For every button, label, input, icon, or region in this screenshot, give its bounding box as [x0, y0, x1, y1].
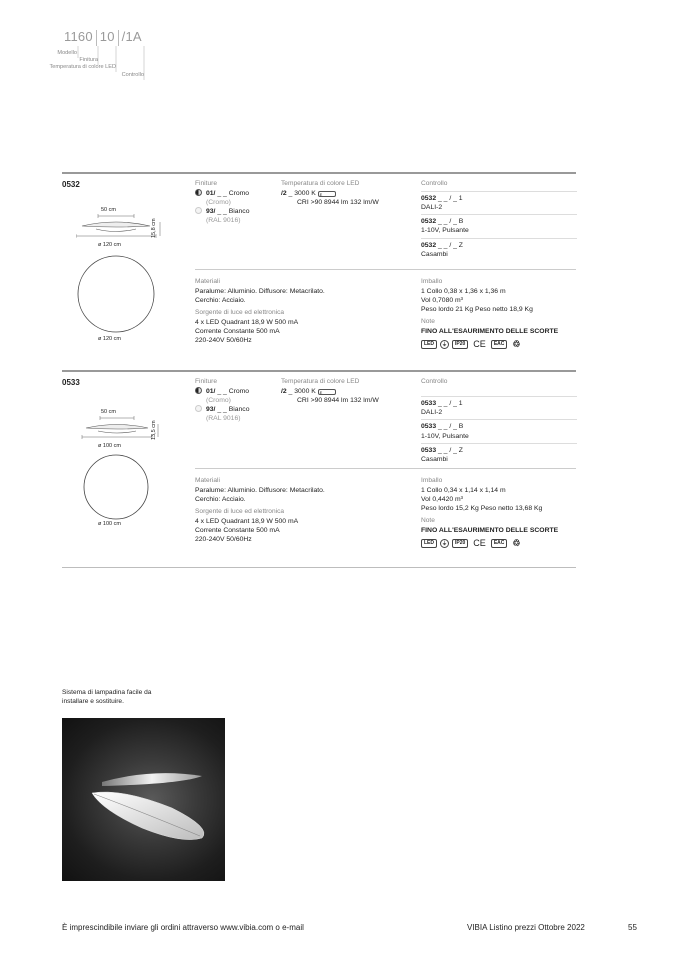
finish-name: Bianco	[228, 406, 250, 414]
control-suffix: _ _ / _ Z	[438, 241, 463, 249]
packaging-line: Vol 0,7080 m³	[421, 297, 463, 305]
ip20-cert-icon: IP20	[452, 539, 468, 548]
code-legend	[62, 29, 144, 46]
note-label: Note	[421, 517, 435, 525]
product-code: 0533	[62, 378, 80, 387]
control-desc: Casambi	[421, 250, 448, 258]
product-code: 0532	[62, 180, 80, 189]
certifications	[421, 340, 522, 349]
finish-name: Cromo	[228, 189, 250, 197]
finishes-block	[195, 180, 249, 226]
control-code: 0532	[421, 194, 437, 202]
finish-dash: _ _	[217, 189, 227, 197]
control-label: Controllo	[421, 378, 577, 397]
materials-line: Cerchio: Acciaio.	[195, 297, 246, 305]
finish-dash: _ _	[217, 406, 227, 414]
materials-label: Materiali	[195, 477, 220, 484]
white-swatch-icon	[195, 207, 202, 214]
footer-brand: VIBIA Listino prezzi Ottobre 2022	[467, 923, 585, 932]
packaging-line: 1 Collo 0,34 x 1,14 x 1,14 m	[421, 486, 506, 494]
note-label: Note	[421, 318, 435, 326]
control-code: 0532	[421, 241, 437, 249]
dim-diameter-top: ø 100 cm	[98, 521, 121, 527]
control-row	[421, 217, 577, 238]
control-label: Controllo	[421, 180, 577, 192]
control-suffix: _ _ / _ 1	[438, 194, 463, 202]
top-view-drawing	[82, 453, 150, 521]
finish-code: 01/	[206, 387, 216, 395]
materials-block	[195, 477, 325, 545]
dim-diameter-top: ø 120 cm	[98, 336, 121, 342]
source-line: 220-240V 50/60Hz	[195, 536, 252, 544]
led-code: /2	[281, 387, 287, 395]
eac-cert-icon: EAC	[491, 539, 508, 548]
control-row	[421, 241, 577, 261]
ip20-cert-icon: IP20	[452, 340, 468, 349]
control-code: 0533	[421, 400, 437, 407]
top-view-drawing	[76, 254, 156, 334]
control-block	[421, 378, 577, 468]
control-code: 0532	[421, 218, 437, 226]
product-divider	[62, 370, 576, 372]
control-row	[421, 446, 577, 466]
control-code: 0533	[421, 423, 437, 431]
footer-notice: È imprescindibile inviare gli ordini attraverso www.vibia.com o e-mail	[62, 923, 304, 932]
finish-sub: (Cromo)	[206, 397, 231, 405]
finish-code: 01/	[206, 189, 216, 197]
finish-name: Cromo	[228, 387, 250, 395]
led-temp: 3000 K	[294, 189, 316, 197]
finishes-label: Finiture	[195, 180, 217, 187]
legend-part-model: 1160	[64, 29, 93, 44]
source-line: Corrente Constante 500 mA	[195, 527, 280, 535]
finishes-label: Finiture	[195, 378, 217, 385]
finish-name: Bianco	[228, 208, 250, 216]
product-divider	[62, 172, 576, 174]
control-suffix: _ _ / _ B	[438, 218, 464, 226]
dim-height: 13,5 cm	[151, 420, 157, 440]
control-desc: DALI-2	[421, 409, 443, 417]
control-suffix: _ _ / _ B	[438, 423, 464, 431]
dim-diameter-side: ø 100 cm	[98, 443, 121, 449]
product-photo	[62, 718, 225, 881]
packaging-block	[421, 278, 558, 349]
materials-line: Paralume: Alluminio. Diffusore: Metacrilato.	[195, 486, 325, 494]
finish-dash: _ _	[217, 387, 227, 395]
control-desc: DALI-2	[421, 204, 443, 212]
led-temp: 3000 K	[294, 387, 316, 395]
lamp-illustration	[62, 718, 225, 881]
chrome-swatch-icon	[195, 387, 202, 394]
materials-label: Materiali	[195, 278, 220, 285]
dim-height: 15,8 cm	[151, 218, 157, 238]
control-code: 0533	[421, 446, 437, 454]
packaging-line: Peso lordo 15,2 Kg Peso netto 13,68 Kg	[421, 505, 543, 513]
led-label: Temperatura di colore LED	[281, 378, 360, 385]
legend-part-finish: 10	[99, 29, 115, 44]
finish-code: 93/	[206, 208, 216, 216]
certifications	[421, 539, 522, 548]
legend-label-model: Modello	[57, 50, 77, 56]
section-divider	[195, 468, 576, 469]
legend-label-finish: Finitura	[79, 57, 98, 63]
led-cert-icon: LED	[421, 340, 437, 349]
control-desc: 1-10V, Pulsante	[421, 227, 469, 235]
led-specs: CRI >90 8944 lm 132 lm/W	[297, 397, 379, 405]
materials-line: Cerchio: Acciaio.	[195, 496, 246, 504]
section-divider	[195, 269, 576, 270]
legend-label-led: Temperatura di colore LED	[49, 64, 116, 70]
led-label: Temperatura di colore LED	[281, 180, 360, 187]
chrome-swatch-icon	[195, 189, 202, 196]
control-desc: 1-10V, Pulsante	[421, 432, 469, 440]
source-line: 4 x LED Quadrant 18,9 W 500 mA	[195, 518, 299, 526]
photo-caption: Sistema di lampadina facile da installare e sostituire.	[62, 689, 152, 705]
source-line: 4 x LED Quadrant 18,9 W 500 mA	[195, 319, 299, 327]
recycle-icon: ♲	[512, 538, 521, 549]
control-suffix: _ _ / _ Z	[438, 446, 463, 454]
packaging-label: Imballo	[421, 278, 443, 285]
packaging-block	[421, 477, 558, 548]
ground-cert-icon: ⏚	[441, 541, 447, 548]
legend-part-led: /1A	[121, 29, 142, 44]
note-text: FINO ALL'ESAURIMENTO DELLE SCORTE	[421, 328, 559, 336]
packaging-line: Peso lordo 21 Kg Peso netto 18,9 Kg	[421, 306, 533, 314]
source-label: Sorgente di luce ed elettronica	[195, 309, 285, 317]
packaging-label: Imballo	[421, 477, 443, 484]
source-line: 220-240V 50/60Hz	[195, 337, 252, 345]
control-row	[421, 194, 577, 215]
finish-sub: (RAL 9016)	[206, 415, 241, 423]
packaging-line: Vol 0,4420 m³	[421, 496, 463, 504]
dim-diameter-side: ø 120 cm	[98, 242, 121, 248]
led-block: Temperatura di colore LED /2 _ 3000 K E CRI >90 8944 lm 132 lm/W	[281, 180, 379, 207]
control-desc: Casambi	[421, 455, 448, 463]
ce-cert-icon: CE	[473, 538, 486, 549]
finish-sub: (RAL 9016)	[206, 217, 241, 225]
finishes-block	[195, 378, 249, 424]
eac-cert-icon: EAC	[491, 340, 508, 349]
materials-block	[195, 278, 325, 346]
led-code: /2	[281, 189, 287, 197]
product-divider	[62, 567, 576, 568]
control-row	[421, 422, 577, 443]
finish-dash: _ _	[217, 208, 227, 216]
led-block: Temperatura di colore LED /2 _ 3000 K E CRI >90 8944 lm 132 lm/W	[281, 378, 379, 405]
control-block	[421, 180, 577, 263]
dim-width: 50 cm	[101, 409, 116, 415]
ce-cert-icon: CE	[473, 339, 486, 350]
note-text: FINO ALL'ESAURIMENTO DELLE SCORTE	[421, 527, 559, 535]
materials-line: Paralume: Alluminio. Diffusore: Metacrilato.	[195, 287, 325, 295]
led-specs: CRI >90 8944 lm 132 lm/W	[297, 199, 379, 207]
source-line: Corrente Constante 500 mA	[195, 328, 280, 336]
energy-label-icon: E	[318, 191, 336, 197]
recycle-icon: ♲	[512, 339, 521, 350]
page-number: 55	[628, 923, 637, 932]
ground-cert-icon: ⏚	[441, 342, 447, 349]
source-label: Sorgente di luce ed elettronica	[195, 508, 285, 516]
packaging-line: 1 Collo 0,38 x 1,36 x 1,36 m	[421, 287, 506, 295]
energy-label-icon: E	[318, 389, 336, 395]
control-row	[421, 399, 577, 420]
white-swatch-icon	[195, 405, 202, 412]
finish-code: 93/	[206, 406, 216, 414]
led-cert-icon: LED	[421, 539, 437, 548]
legend-label-control: Controllo	[121, 72, 144, 78]
dim-width: 50 cm	[101, 207, 116, 213]
control-suffix: _ _ / _ 1	[438, 400, 463, 407]
finish-sub: (Cromo)	[206, 199, 231, 207]
